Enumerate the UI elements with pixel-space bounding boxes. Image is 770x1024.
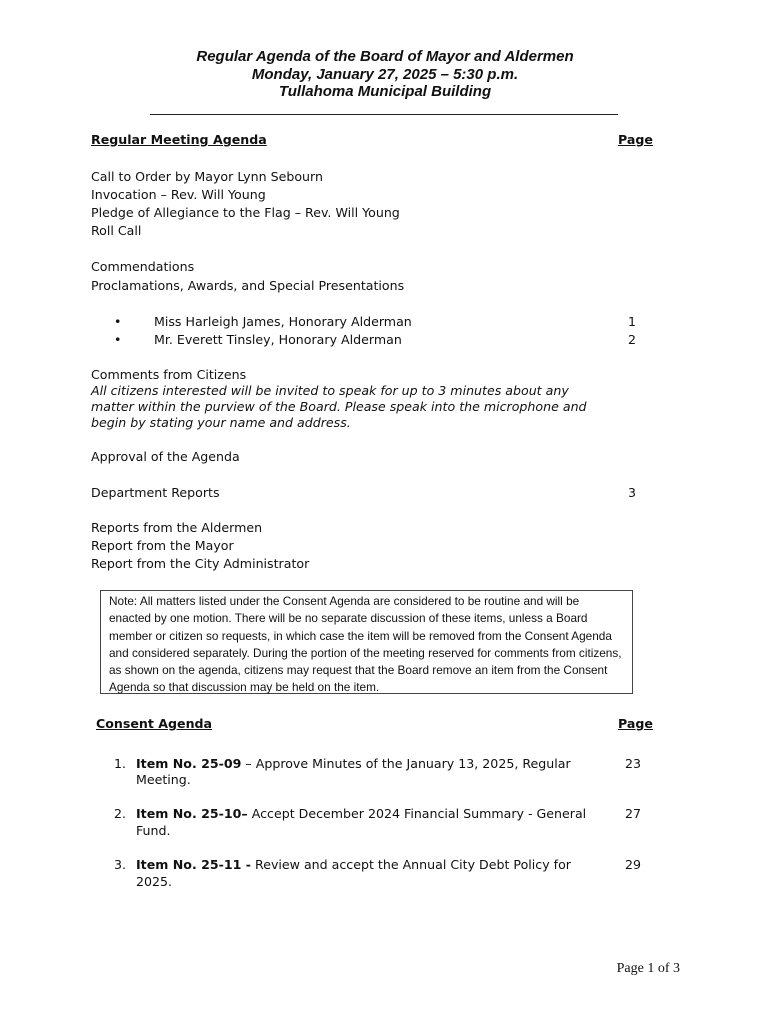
report-mayor: Report from the Mayor: [91, 538, 234, 553]
bullet-icon: •: [114, 332, 122, 347]
consent-agenda-note: Note: All matters listed under the Consent Agenda are considered to be routine and will be enacted by one motion. There will be no separate discussion of these items, unless a Board member or citizen so requests, in which case the item will be removed from the Consent Agenda and considered separately. During the portion of the meeting reserved for comments from citizens, as shown on the agenda, citizens may request that the Board remove an item from the Consent Agenda so that discussion may be held on the item.: [100, 590, 633, 694]
item-label: Item No. 25-10–: [136, 806, 248, 821]
page-number: Page 1 of 3: [616, 961, 680, 976]
consent-item-number: 2.: [114, 806, 127, 821]
consent-item-continued: Meeting.: [136, 772, 191, 787]
department-reports: Department Reports: [91, 485, 220, 500]
honoree-item: Mr. Everett Tinsley, Honorary Alderman: [154, 332, 402, 347]
approval-of-agenda: Approval of the Agenda: [91, 449, 240, 464]
roll-call: Roll Call: [91, 223, 142, 238]
report-city-administrator: Report from the City Administrator: [91, 556, 310, 571]
consent-item-page: 27: [624, 806, 641, 821]
proclamations: Proclamations, Awards, and Special Presentations: [91, 278, 405, 293]
item-label: Item No. 25-09: [136, 756, 242, 771]
honoree-page: 2: [627, 332, 636, 347]
bullet-icon: •: [114, 314, 122, 329]
item-description: Review and accept the Annual City Debt Policy for: [251, 857, 571, 872]
honoree-page: 1: [627, 314, 636, 329]
reports-aldermen: Reports from the Aldermen: [91, 520, 263, 535]
pledge: Pledge of Allegiance to the Flag – Rev. Will Young: [91, 205, 400, 220]
department-reports-page: 3: [627, 485, 636, 500]
honoree-item: Miss Harleigh James, Honorary Alderman: [154, 314, 412, 329]
item-description: Accept December 2024 Financial Summary - General: [247, 806, 587, 821]
comments-heading: Comments from Citizens: [91, 367, 247, 382]
regular-page-heading: Page: [618, 132, 653, 147]
header-date: Monday, January 27, 2025 – 5:30 p.m.: [251, 66, 519, 83]
call-to-order: Call to Order by Mayor Lynn Sebourn: [91, 169, 323, 184]
consent-page-heading: Page: [618, 716, 653, 731]
header-rule: [150, 114, 618, 115]
consent-item-number: 1.: [114, 756, 127, 771]
comments-instructions: All citizens interested will be invited to speak for up to 3 minutes about any matter within the purview of the Board. Please speak into the microphone and begin by stating your name and address.: [91, 383, 587, 430]
consent-item-number: 3.: [114, 857, 127, 872]
commendations: Commendations: [91, 259, 195, 274]
consent-item-continued: 2025.: [136, 874, 173, 889]
consent-item-continued: Fund.: [136, 823, 171, 838]
item-description: – Approve Minutes of the January 13, 2025, Regular: [241, 756, 571, 771]
consent-item-page: 23: [624, 756, 641, 771]
consent-agenda-heading: Consent Agenda: [96, 716, 213, 731]
consent-item-page: 29: [624, 857, 641, 872]
item-label: Item No. 25-11 -: [136, 857, 252, 872]
invocation: Invocation – Rev. Will Young: [91, 187, 266, 202]
consent-item: [136, 856, 571, 874]
regular-meeting-heading: Regular Meeting Agenda: [91, 132, 267, 147]
header-title: Regular Agenda of the Board of Mayor and Aldermen: [196, 48, 574, 65]
consent-item: [136, 805, 586, 823]
consent-item: [136, 755, 571, 773]
header-location: Tullahoma Municipal Building: [278, 83, 492, 100]
